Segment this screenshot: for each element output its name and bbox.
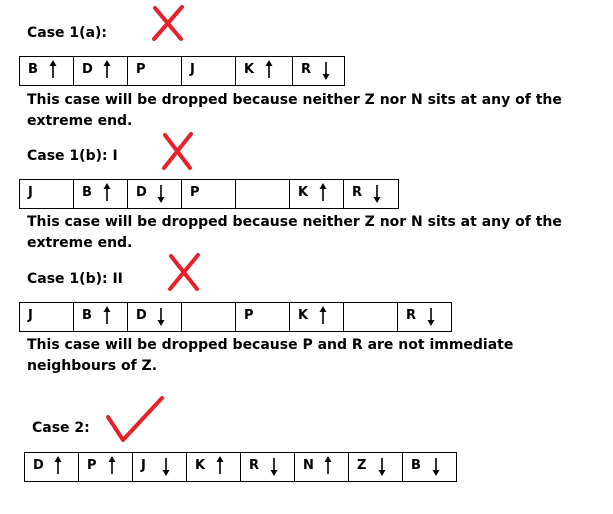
cell-letter: J [28,185,33,200]
cell-letter: P [190,185,200,200]
cell-letter: K [298,185,309,200]
case-label: Case 1(b): I [27,148,118,164]
arrow-up-icon [102,58,112,84]
cell-letter: D [136,185,147,200]
arrangement-cell [240,452,295,482]
arrow-up-icon [102,304,112,330]
arrangement-cell [19,56,74,86]
arrangement-row [19,56,345,86]
cell-letter: N [303,458,314,473]
case-label: Case 2: [32,420,90,436]
check-mark-icon [104,393,166,445]
arrangement-cell [289,179,344,209]
cell-letter: D [82,62,93,77]
case-note-line: This case will be dropped because neither Z nor N sits at any of the [27,214,562,230]
case-note-line: This case will be dropped because P and R are not immediate [27,337,514,353]
arrangement-cell [235,302,290,332]
arrangement-cell [73,56,128,86]
cell-letter: B [411,458,421,473]
cell-letter: P [136,62,146,77]
arrow-down-icon [161,454,171,480]
arrow-down-icon [156,181,166,207]
cell-letter: D [136,308,147,323]
arrangement-cell [289,302,344,332]
arrangement-cell [402,452,457,482]
arrangement-cell [186,452,241,482]
arrangement-cell [19,179,74,209]
cell-letter: P [87,458,97,473]
cell-letter: D [33,458,44,473]
arrow-down-icon [377,454,387,480]
cell-letter: K [298,308,309,323]
arrow-down-icon [156,304,166,330]
cell-letter: R [352,185,363,200]
arrow-up-icon [264,58,274,84]
case-note-line: extreme end. [27,235,133,251]
arrangement-cell [294,452,349,482]
arrow-down-icon [426,304,436,330]
arrow-up-icon [323,454,333,480]
arrangement-cell [132,452,187,482]
case-label: Case 1(b): II [27,271,123,287]
cell-letter: R [301,62,312,77]
arrangement-cell [127,179,182,209]
arrangement-cell [348,452,403,482]
arrangement-cell [397,302,452,332]
cell-letter: Z [357,458,367,473]
arrow-up-icon [53,454,63,480]
cell-letter: P [244,308,254,323]
arrangement-cell [78,452,133,482]
case-note-line: neighbours of Z. [27,358,158,374]
arrow-up-icon [318,181,328,207]
cell-letter: K [244,62,255,77]
arrangement-cell [181,179,236,209]
arrangement-cell [73,302,128,332]
cross-mark-icon [166,252,202,292]
arrow-up-icon [318,304,328,330]
arrow-down-icon [321,58,331,84]
cell-letter: R [249,458,260,473]
case-label: Case 1(a): [27,25,108,41]
arrow-down-icon [269,454,279,480]
arrow-up-icon [102,181,112,207]
arrangement-cell [343,302,398,332]
case-note-line: This case will be dropped because neither Z nor N sits at any of the [27,92,562,108]
arrangement-cell [19,302,74,332]
arrow-up-icon [107,454,117,480]
arrow-down-icon [431,454,441,480]
arrow-down-icon [372,181,382,207]
cell-letter: R [406,308,417,323]
cell-letter: J [141,458,146,473]
cell-letter: B [82,185,92,200]
arrangement-cell [235,56,293,86]
cross-mark-icon [150,4,186,42]
cell-letter: J [28,308,33,323]
cell-letter: B [28,62,38,77]
arrangement-cell [127,56,182,86]
cell-letter: B [82,308,92,323]
cell-letter: J [190,62,195,77]
arrow-up-icon [215,454,225,480]
arrangement-row [19,302,452,332]
arrangement-cell [181,302,236,332]
arrangement-row [19,179,399,209]
arrangement-cell [292,56,345,86]
arrangement-cell [343,179,399,209]
arrangement-cell [235,179,290,209]
arrangement-row [24,452,457,482]
arrangement-cell [127,302,182,332]
arrangement-cell [181,56,236,86]
arrangement-cell [24,452,79,482]
arrow-up-icon [48,58,58,84]
cell-letter: K [195,458,206,473]
case-note-line: extreme end. [27,113,133,129]
arrangement-cell [73,179,128,209]
cross-mark-icon [160,131,194,171]
